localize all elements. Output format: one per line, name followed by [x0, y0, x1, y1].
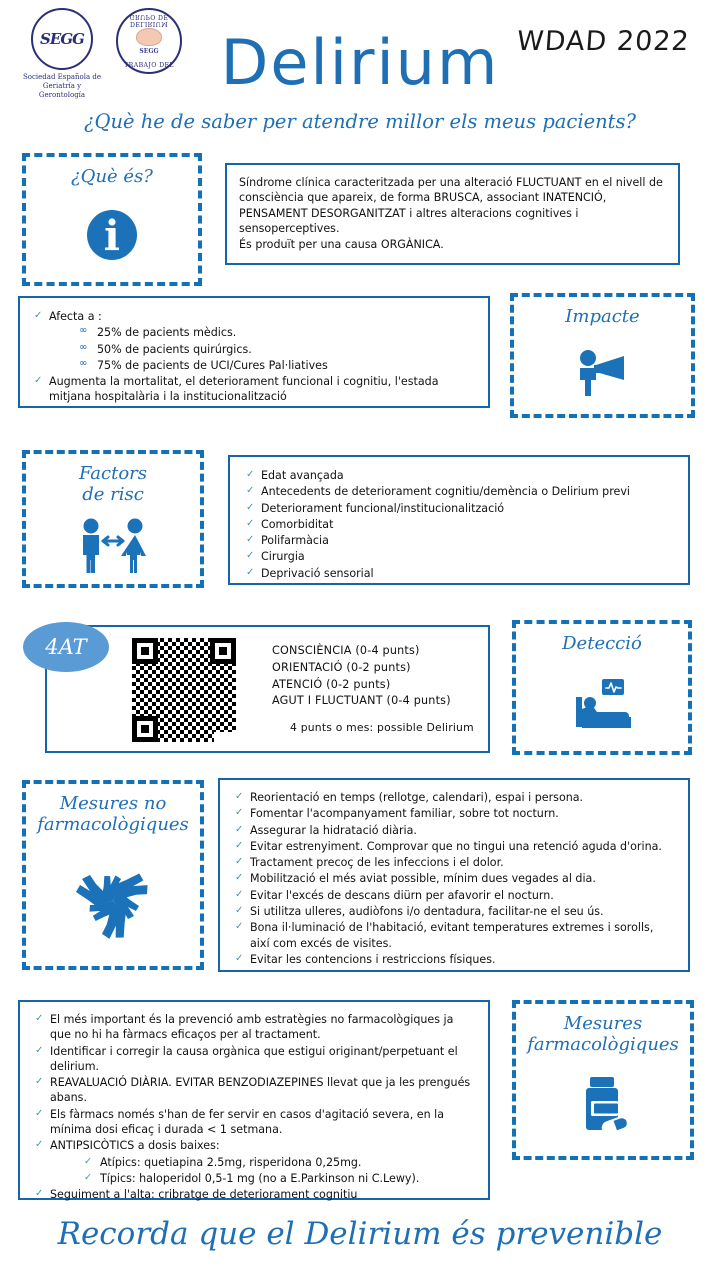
list-item: ✓ Edat avançada — [244, 468, 674, 483]
list-item — [33, 1138, 475, 1186]
logo-gtd-abbr: SEGG — [139, 47, 159, 55]
list-item: ✓ Identificar i corregir la causa orgànica que estigui originant/perpetuant el delirium. — [33, 1044, 475, 1075]
list-item: ∞ 50% de pacients quirúrgics. — [79, 342, 476, 357]
what-is-paragraph-2: És produït per una causa ORGÀNICA. — [239, 238, 444, 252]
scale-item: CONSCIÈNCIA (0-4 punts) — [272, 644, 420, 657]
pharma-content — [18, 1000, 490, 1200]
list-item: ∞ 25% de pacients mèdics. — [79, 325, 476, 340]
list-item: ✓ Comorbiditat — [244, 517, 674, 532]
impact-list — [32, 309, 476, 405]
scale-item: ATENCIÓ (0-2 punts) — [272, 677, 391, 691]
section-impact-label — [510, 293, 695, 418]
risk-factors-list — [244, 468, 674, 581]
list-item: ✓ Deteriorament funcional/institucionalització — [244, 501, 674, 516]
list-item: ✓ Fomentar l'acompanyament familiar, sobre tot nocturn. — [233, 806, 675, 821]
list-item: ✓ Mobilització el més aviat possible, mínim dues vegades al dia. — [233, 871, 675, 886]
megaphone-person-icon — [572, 345, 634, 397]
logo-gtd-bottom-text: TRABAJO DEL — [124, 62, 174, 69]
logo-segg-caption: Sociedad Española de Geriatría y Gerontología — [22, 73, 101, 99]
list-item: ∞ 75% de pacients de UCI/Cures Pal·liatives — [79, 358, 476, 373]
impact-sublist — [79, 325, 476, 373]
pharma-item-4-text: ANTIPSICÒTICS a dosis baixes: — [50, 1139, 220, 1153]
qr-code-icon — [132, 638, 236, 742]
what-is-content — [225, 163, 680, 265]
list-item: ✓ Tractament precoç de les infeccions i el dolor. — [233, 855, 675, 870]
list-item: ✓ Si utilitza ulleres, audiòfons i/o dentadura, facilitar-ne el seu ús. — [233, 904, 675, 919]
list-item: ✓ Cirurgia — [244, 549, 674, 564]
footer-message: Recorda que el Delirium és prevenible — [57, 1216, 663, 1252]
non-pharma-content — [218, 778, 690, 972]
list-item: ✓ Evitar l'excés de descans diürn per afavorir el nocturn. — [233, 888, 675, 903]
list-item: ✓ Antecedents de deteriorament cognitiu/demència o Delirium previ — [244, 484, 674, 499]
list-item: ✓ Evitar les contencions i restriccions físiques. — [233, 952, 675, 967]
list-item: ✓ Assegurar la hidratació diària. — [233, 823, 675, 838]
section-risk-factors-label — [22, 450, 204, 588]
pharma-title-line1: Mesures — [563, 1013, 643, 1034]
detection-scale-list — [272, 643, 474, 736]
impact-title: Impacte — [565, 306, 640, 327]
list-item: ✓ REAVALUACIÓ DIÀRIA. EVITAR BENZODIAZEPINES llevat que ja les prengués abans. — [33, 1075, 475, 1106]
section-what-is-label — [22, 153, 202, 286]
patient-bed-monitor-icon — [566, 677, 638, 729]
detection-scale-note: 4 punts o mes: possible Delirium — [290, 721, 474, 735]
scale-item: AGUT I FLUCTUANT (0-4 punts) — [272, 694, 451, 708]
badge-4at: 4AT — [23, 622, 109, 672]
pharma-title-line2: farmacològiques — [527, 1033, 679, 1055]
list-item: ✓ Seguiment a l'alta: cribratge de deteriorament cognitiu — [33, 1187, 475, 1202]
list-item: ✓ Atípics: quetiapina 2.5mg, risperidona 0,25mg. — [84, 1155, 475, 1170]
section-pharma-label — [512, 1000, 694, 1160]
list-item: ✓ Evitar estrenyiment. Comprovar que no tingui una retenció aguda d'orina. — [233, 839, 675, 854]
pharma-list — [33, 1012, 475, 1203]
detection-title: Detecció — [562, 633, 642, 654]
section-non-pharma-label — [22, 780, 204, 970]
pill-bottle-icon — [574, 1075, 632, 1137]
scale-item: ORIENTACIÓ (0-2 punts) — [272, 660, 411, 674]
event-tag: WDAD 2022 — [516, 26, 692, 57]
list-item — [32, 309, 476, 373]
joined-hands-icon — [72, 860, 154, 942]
list-item: ✓ Els fàrmacs només s'han de fer servir en casos d'agitació severa, en la mínima dosi eficaç i durada < 1 setmana. — [33, 1107, 475, 1138]
what-is-title: ¿Què és? — [71, 166, 153, 187]
page-header — [0, 0, 720, 148]
risk-factors-content — [228, 455, 690, 585]
detection-content — [45, 625, 490, 753]
info-circle-icon — [86, 209, 138, 261]
impact-item-0-text: Afecta a : — [49, 310, 102, 323]
list-item: ✓ Bona il·luminació de l'habitació, evitant temperatures extremes i sorolls, així com excés de visites. — [233, 920, 675, 951]
what-is-paragraph-1: Síndrome clínica caracteritzada per una alteració FLUCTUANT en el nivell de consciència que apareix, de forma BRUSCA, associant INATENCIÓ, PENSAMENT DESORGANITZAT i altres alteracions cognitives i sensoperceptives. — [239, 176, 663, 235]
page-subtitle: ¿Què he de saber per atendre millor els meus pacients? — [84, 110, 636, 133]
list-item: ✓ Típics: haloperidol 0,5-1 mg (no a E.Parkinson ni C.Lewy). — [84, 1171, 475, 1186]
list-item: ✓ Deprivació sensorial — [244, 566, 674, 581]
list-item: ✓ Augmenta la mortalitat, el deteriorament funcional i cognitiu, l'estada mitjana hospitalària i la institucionalització — [32, 374, 476, 405]
non-pharma-title-line2: farmacològiques — [37, 813, 189, 835]
impact-content — [18, 296, 490, 408]
list-item: ✓ El més important és la prevenció amb estratègies no farmacològiques ja que no hi ha fàrmacs eficaços per al tractament. — [33, 1012, 475, 1043]
risk-factors-title-line1: Factors — [79, 463, 147, 484]
pharma-sublist — [84, 1155, 475, 1187]
list-item: ✓ Reorientació en temps (rellotge, calendari), espai i persona. — [233, 790, 675, 805]
section-detection-label — [512, 620, 692, 755]
risk-factors-title-line2: de risc — [82, 483, 144, 505]
logo-gtd-top-text: DELIRIUM GRUPO DE — [129, 13, 169, 27]
list-item: ✓ Polifarmàcia — [244, 533, 674, 548]
non-pharma-title-line1: Mesures no — [59, 793, 167, 814]
page-title: Delirium — [220, 26, 500, 99]
two-people-arrow-icon — [74, 516, 152, 574]
non-pharma-list — [233, 790, 675, 967]
